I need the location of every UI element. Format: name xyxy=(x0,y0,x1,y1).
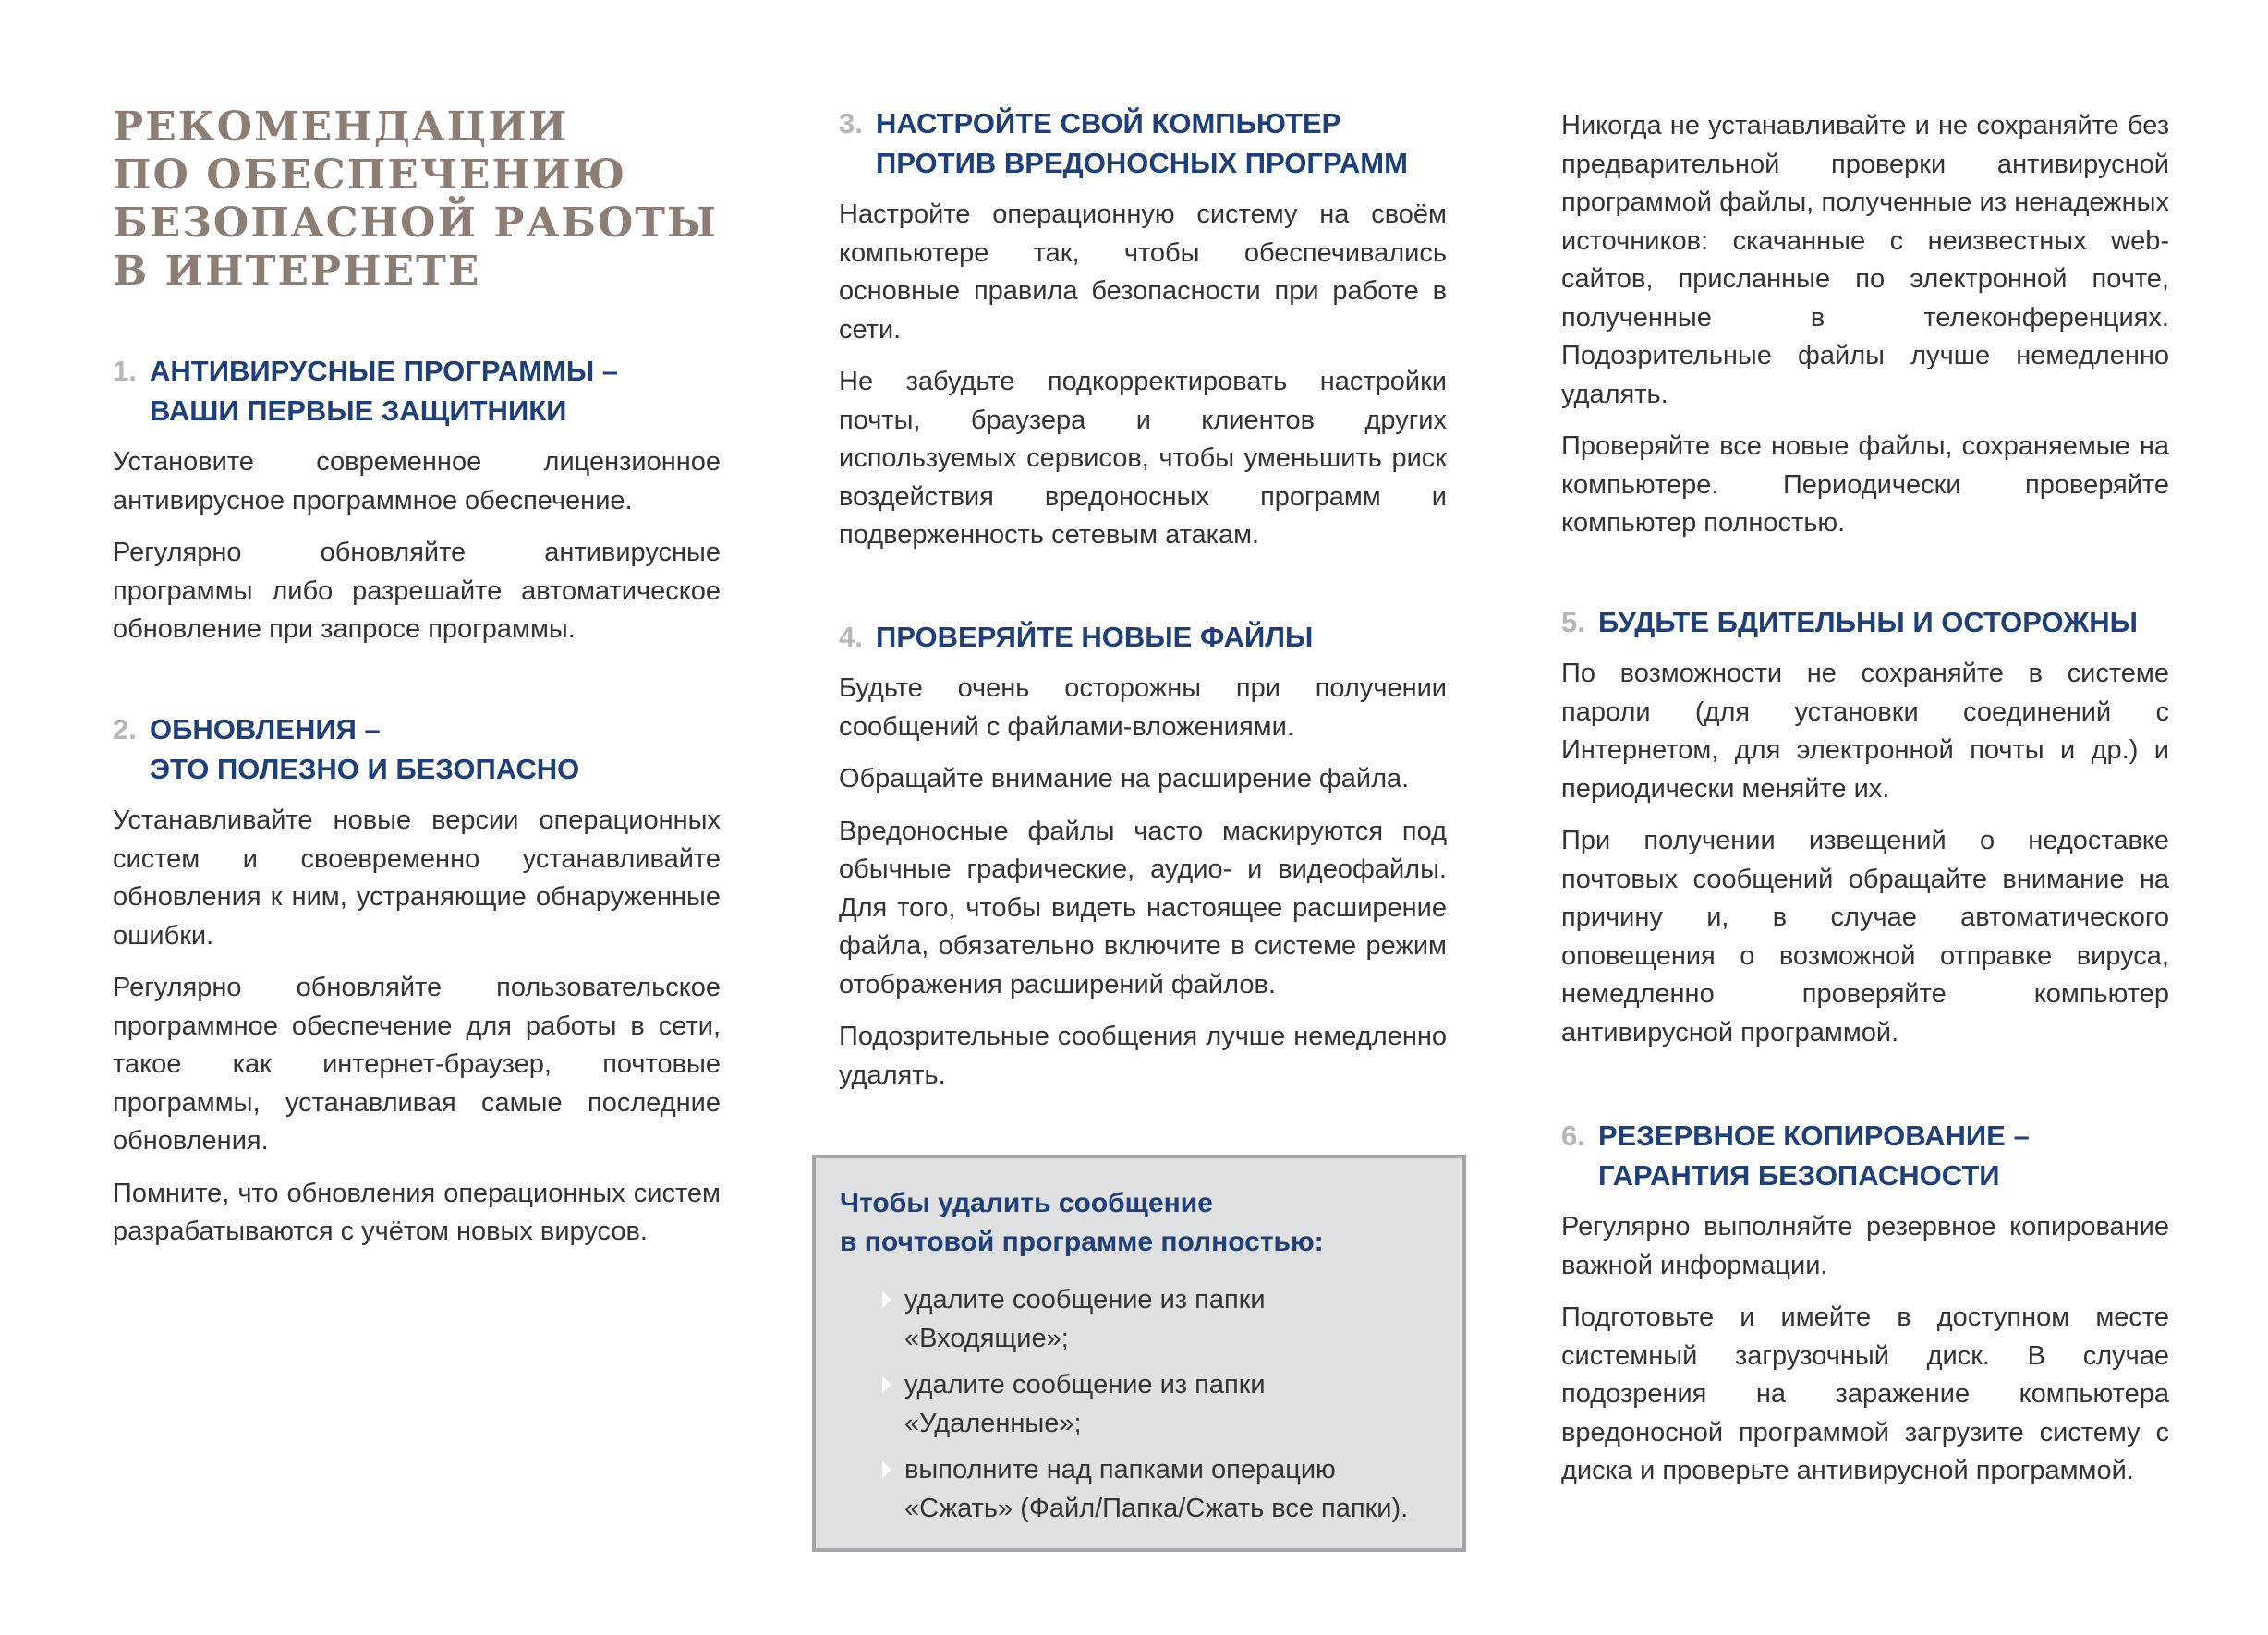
paragraph: Будьте очень осторожны при получении сообщений с файлами-вложениями. xyxy=(839,673,1447,742)
triangle-right-icon xyxy=(882,1461,891,1478)
paragraph: Устанавливайте новые версии операционных систем и своевременно устанавливайте обновления к ним, устраняющие обнаруженные ошибки. xyxy=(113,805,721,951)
infobox-title-line: Чтобы удалить сообщение xyxy=(840,1188,1213,1218)
triangle-right-icon xyxy=(882,1376,891,1393)
paragraph: Регулярно обновляйте антивирусные программы либо разрешайте автоматическое обновление при запросе программы. xyxy=(113,538,721,644)
section-title-line: ПРОВЕРЯЙТЕ НОВЫЕ ФАЙЛЫ xyxy=(876,621,1314,653)
section-be-vigilant xyxy=(1561,602,2169,1066)
paragraph: Подготовьте и имейте в доступном месте системный загрузочный диск. В случае подозрения на заражение компьютера вредоносной программой загрузите систему с диска и проверьте антивирусной программой. xyxy=(1561,1302,2169,1485)
section-configure-computer xyxy=(839,103,1447,569)
section-heading xyxy=(113,709,721,789)
infobox-item-line: «Удаленные»; xyxy=(904,1409,1082,1438)
section-title-line: ЭТО ПОЛЕЗНО И БЕЗОПАСНО xyxy=(150,753,580,785)
infobox-title xyxy=(840,1184,1442,1262)
section-number: 6. xyxy=(1561,1120,1585,1152)
paragraph: Регулярно выполняйте резервное копирование важной информации. xyxy=(1561,1212,2169,1280)
paragraph: Проверяйте все новые файлы, сохраняемые на компьютере. Периодически проверяйте компьютер полностью. xyxy=(1561,431,2169,538)
infobox-title-line: в почтовой программе полностью: xyxy=(840,1227,1324,1257)
paragraph: Обращайте внимание на расширение файла. xyxy=(839,764,1410,793)
document-title-line: В ИНТЕРНЕТЕ xyxy=(113,248,481,295)
paragraph: По возможности не сохраняйте в системе пароли (для установки соединений с Интернетом, для электронной почты и др.) и периодически меняйте их. xyxy=(1561,659,2169,804)
paragraph: Установите современное лицензионное антивирусное программное обеспечение. xyxy=(113,447,721,515)
section-antivirus xyxy=(113,351,721,663)
delete-message-infobox xyxy=(812,1155,1466,1552)
section-title-line: НАСТРОЙТЕ СВОЙ КОМПЬЮТЕР xyxy=(876,107,1341,139)
section-number: 4. xyxy=(839,621,863,653)
document-title-line: БЕЗОПАСНОЙ РАБОТЫ xyxy=(113,200,718,247)
paragraph: Вредоносные файлы часто маскируются под обычные графические, аудио- и видеофайлы. Для того, чтобы видеть настоящее расширение файла, обязательно включите в системе режим отображения расширений файлов. xyxy=(839,816,1447,999)
triangle-right-icon xyxy=(882,1291,891,1308)
infobox-item-line: удалите сообщение из папки xyxy=(904,1285,1266,1314)
section-check-files xyxy=(839,617,1447,1108)
section-backup xyxy=(1561,1116,2169,1505)
document-title-line: ПО ОБЕСПЕЧЕНИЮ xyxy=(113,151,627,199)
section-title-line: ОБНОВЛЕНИЯ – xyxy=(150,713,381,745)
paragraph: Никогда не устанавливайте и не сохраняйте без предварительной проверки антивирусной программой файлы, полученные из ненадежных источников: скачанные с неизвестных web-сайтов, присланные по электронной почте, полученные в телеконференциях. Подозрительные файлы лучше немедленно удалять. xyxy=(1561,111,2169,409)
section-heading xyxy=(113,351,721,430)
document-title-line: РЕКОМЕНДАЦИИ xyxy=(113,103,569,151)
section-title-line: ВАШИ ПЕРВЫЕ ЗАЩИТНИКИ xyxy=(150,394,567,427)
paragraph: Настройте операционную систему на своём компьютере так, чтобы обеспечивались основные правила безопасности при работе в сети. xyxy=(839,200,1447,345)
section-heading xyxy=(1561,602,2169,642)
paragraph: Помните, что обновления операционных систем разрабатываются с учётом новых вирусов. xyxy=(113,1178,721,1246)
section-number: 2. xyxy=(113,713,137,745)
infobox-list-item xyxy=(840,1450,1442,1528)
section-number: 3. xyxy=(839,107,863,139)
section-updates xyxy=(113,709,721,1266)
paragraph: Подозрительные сообщения лучше немедленно удалять. xyxy=(839,1022,1447,1090)
infobox-item-line: «Входящие»; xyxy=(904,1324,1069,1353)
section-number: 5. xyxy=(1561,606,1585,638)
section-check-files-continued xyxy=(1561,107,2169,557)
section-heading xyxy=(1561,1116,2169,1195)
section-heading xyxy=(839,103,1447,183)
paragraph: Регулярно обновляйте пользовательское программное обеспечение для работы в сети, такое как интернет-браузер, почтовые программы, устанавливая самые последние обновления. xyxy=(113,973,721,1156)
infobox-item-line: выполните над папками операцию xyxy=(904,1455,1336,1484)
infobox-item-line: удалите сообщение из папки xyxy=(904,1370,1266,1399)
section-title-line: АНТИВИРУСНЫЕ ПРОГРАММЫ – xyxy=(150,355,619,387)
section-number: 1. xyxy=(113,355,137,387)
infobox-item-line: «Сжать» (Файл/Папка/Сжать все папки). xyxy=(904,1494,1409,1523)
infobox-list-item xyxy=(840,1280,1442,1358)
section-title-line: ГАРАНТИЯ БЕЗОПАСНОСТИ xyxy=(1598,1159,2000,1192)
infobox-list-item xyxy=(840,1365,1442,1443)
section-title-line: РЕЗЕРВНОЕ КОПИРОВАНИЕ – xyxy=(1598,1120,2030,1152)
paragraph: Не забудьте подкорректировать настройки почты, браузера и клиентов других используемых сервисов, чтобы уменьшить риск воздействия вредоносных программ и подверженность сетевым атакам. xyxy=(839,367,1447,550)
paragraph: При получении извещений о недоставке почтовых сообщений обращайте внимание на причину и, в случае автоматического оповещения о возможной отправке вируса, немедленно проверяйте компьютер антивирусной программой. xyxy=(1561,826,2169,1048)
section-title-line: ПРОТИВ ВРЕДОНОСНЫХ ПРОГРАММ xyxy=(876,147,1408,179)
section-title-line: БУДЬТЕ БДИТЕЛЬНЫ И ОСТОРОЖНЫ xyxy=(1598,606,2138,638)
section-heading xyxy=(839,617,1447,657)
document-title xyxy=(113,103,718,296)
